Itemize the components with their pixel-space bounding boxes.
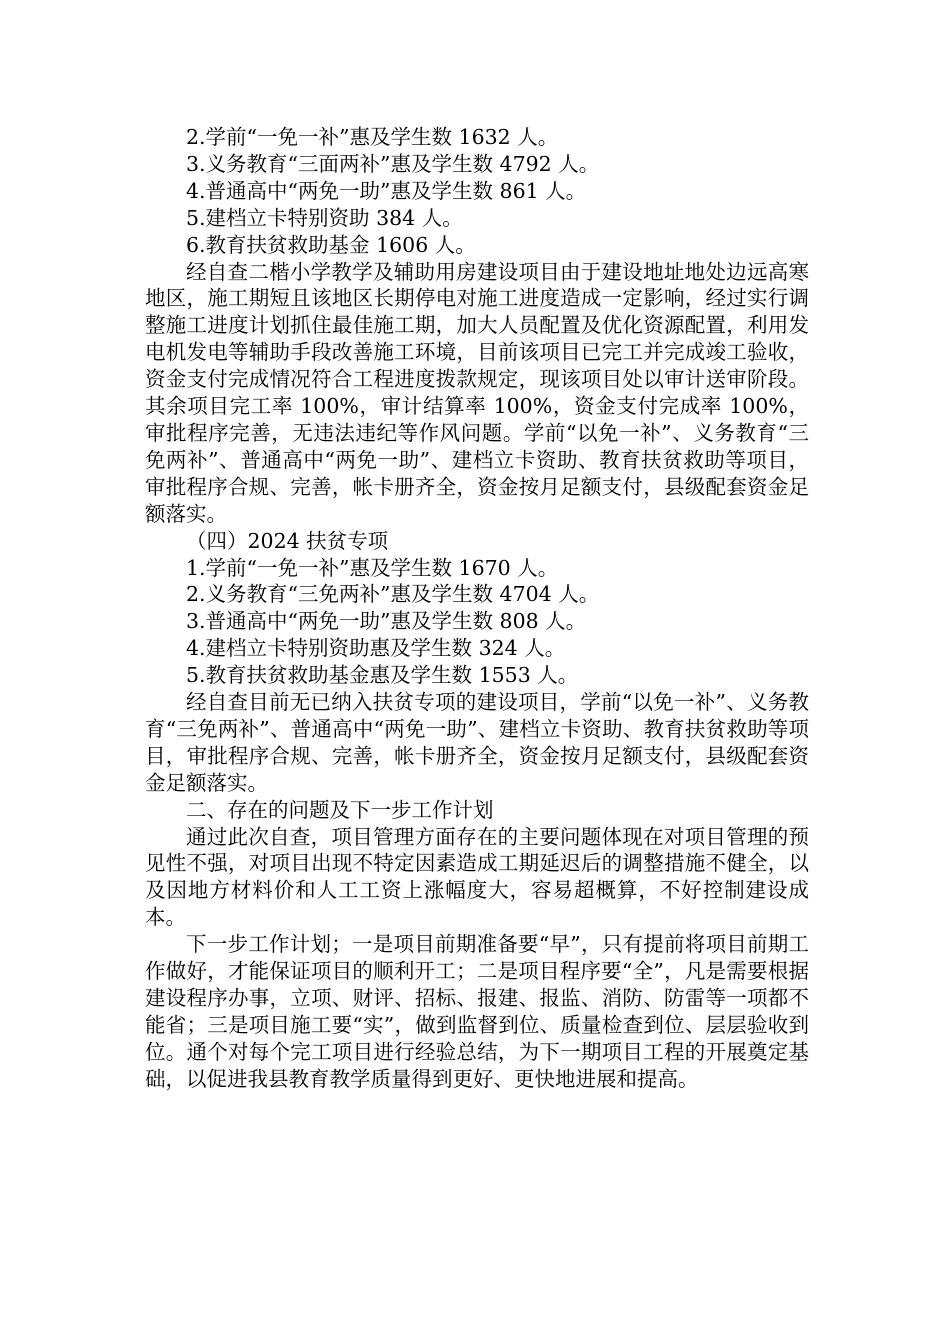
- list-item-preschool-2023: 2.学前“一免一补”惠及学生数 1632 人。: [186, 125, 559, 149]
- paragraph-next-plan: 下一步工作计划；一是项目前期准备要“早”，只有提前将项目前期工作做好，才能保证项目的顺利开工；二是项目程序要“全”，凡是需要根据建设程序办事，立项、财评、招标、报建、报监、消防、防雷等一项都不能省；三是项目施工要“实”，做到监督到位、质量检查到位、层层验收到位。通个对每个完工项目进行经验总结，为下一期项目工程的开展奠定基础，以促进我县教育教学质量得到更好、更快地进展和提高。: [145, 932, 809, 1091]
- list-item-highschool-2023: 4.普通高中“两免一助”惠及学生数 861 人。: [186, 178, 587, 203]
- list-item-compulsory-2024: 2.义务教育“三免两补”惠及学生数 4704 人。: [186, 582, 600, 607]
- section-heading-problems: 二、存在的问题及下一步工作计划: [186, 797, 494, 822]
- list-item-special-aid-2023: 5.建档立卡特别资助 384 人。: [186, 205, 463, 230]
- paragraph-self-check-2023: 经自查二楷小学教学及辅助用房建设项目由于建设地址地处边远高寒地区，施工期短且该地区长期停电对施工进度造成一定影响，经过实行调整施工进度计划抓住最佳施工期，加大人员配置及优化资源配置，利用发电机发电等辅助手段改善施工环境，目前该项目已完工并完成竣工验收，资金支付完成情况符合工程进度拨款规定，现该项目处以审计送审阶段。其余项目完工率 100%，审计结算率 100%，资金支付完成率 100%，审批程序完善，无违法违纪等作风问题。学前“以免一补”、义务教育“三免两补”、普通高中“两免一助”、建档立卡资助、教育扶贫救助等项目，审批程序合规、完善，帐卡册齐全，资金按月足额支付，县级配套资金足额落实。: [145, 259, 809, 526]
- section-heading-2024: （四）2024 扶贫专项: [186, 528, 389, 553]
- document-body: [145, 124, 809, 1093]
- list-item-special-aid-2024: 4.建档立卡特别资助惠及学生数 324 人。: [186, 636, 566, 661]
- list-item-relief-fund-2024: 5.教育扶贫救助基金惠及学生数 1553 人。: [186, 663, 579, 688]
- list-item-highschool-2024: 3.普通高中“两免一助”惠及学生数 808 人。: [186, 609, 587, 634]
- paragraph-problems: 通过此次自查，项目管理方面存在的主要问题体现在对项目管理的预见性不强，对项目出现不特定因素造成工期延迟后的调整措施不健全，以及因地方材料价和人工工资上涨幅度大，容易超概算，不好控制建设成本。: [145, 824, 809, 930]
- list-item-compulsory-2023: 3.义务教育“三面两补”惠及学生数 4792 人。: [186, 151, 600, 176]
- paragraph-self-check-2024: 经自查目前无已纳入扶贫专项的建设项目，学前“以免一补”、义务教育“三免两补”、普通高中“两免一助”、建档立卡资助、教育扶贫救助等项目，审批程序合规、完善，帐卡册齐全，资金按月足额支付，县级配套资金足额落实。: [145, 690, 809, 795]
- list-item-relief-fund-2023: 6.教育扶贫救助基金 1606 人。: [186, 232, 476, 257]
- list-item-preschool-2024: 1.学前“一免一补”惠及学生数 1670 人。: [186, 555, 559, 580]
